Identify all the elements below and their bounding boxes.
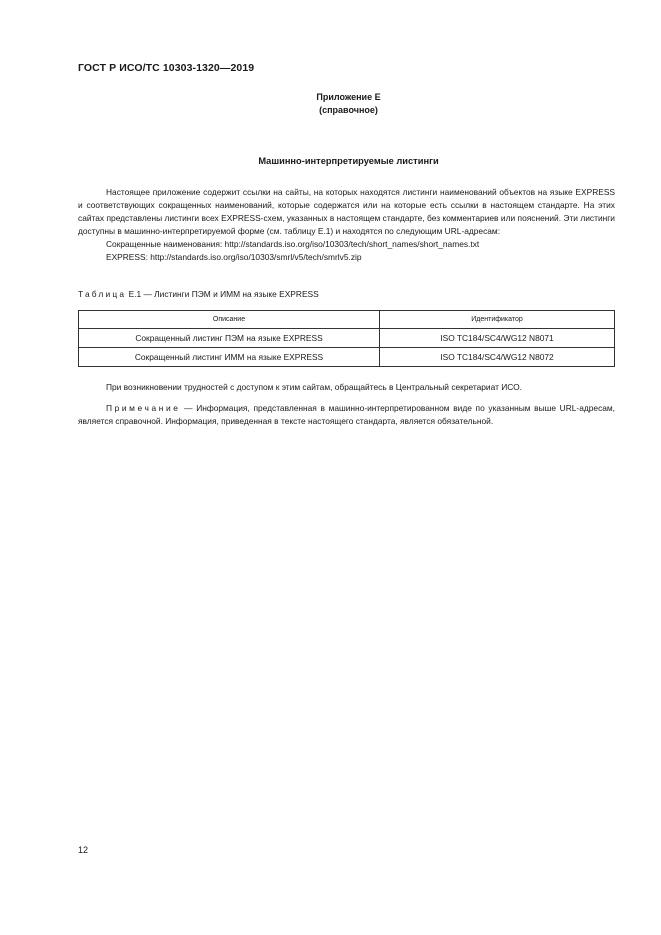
url-express: EXPRESS: http://standards.iso.org/iso/10303/smrl/v5/tech/smrlv5.zip — [106, 252, 362, 262]
section-title: Машинно-интерпретируемые листинги — [258, 156, 439, 166]
column-header-identifier: Идентификатор — [380, 311, 615, 329]
column-header-description: Описание — [79, 311, 380, 329]
table-cell-description: Сокращенный листинг ПЭМ на языке EXPRESS — [79, 329, 380, 348]
table-header-row — [79, 311, 615, 329]
table-caption-label: Таблица — [78, 289, 127, 299]
document-code-header: ГОСТ Р ИСО/ТС 10303-1320—2019 — [78, 62, 255, 74]
appendix-heading — [0, 91, 661, 117]
appendix-subtitle: (справочное) — [319, 105, 378, 115]
listings-table — [78, 310, 615, 367]
intro-paragraph: Настоящее приложение содержит ссылки на сайты, на которых находятся листинги наименований объектов на языке EXPRESS и соответствующих сокращенных наименований, которые содержатся или на которые есть ссылки в настоящем стандарте. На этих сайтах представлены листинги всех EXPRESS-схем, указанных в настоящем стандарте, без комментариев или пояснений. Эти листинги доступны в машинно-интерпретируемой форме (см. таблицу Е.1) и находятся по следующим URL-адресам: — [78, 187, 615, 236]
table-cell-identifier: ISO TC184/SC4/WG12 N8072 — [380, 348, 615, 367]
table-caption — [78, 289, 319, 299]
contact-paragraph: При возникновении трудностей с доступом к этим сайтам, обращайтесь в Центральный секретариат ИСО. — [106, 382, 522, 392]
table-cell-identifier: ISO TC184/SC4/WG12 N8071 — [380, 329, 615, 348]
table-row — [79, 348, 615, 367]
url-short-names: Сокращенные наименования: http://standards.iso.org/iso/10303/tech/short_names/short_names.txt — [106, 239, 480, 249]
note-label: Примечание — [106, 403, 181, 413]
table-row — [79, 329, 615, 348]
table-caption-text: Е.1 — Листинги ПЭМ и ИММ на языке EXPRESS — [128, 289, 319, 299]
table-cell-description: Сокращенный листинг ИММ на языке EXPRESS — [79, 348, 380, 367]
note-text: — Информация, представленная в машинно-интерпретированном виде по указанным выше URL-адресам, является справочной. Информация, приведенная в тексте настоящего стандарта, является обязательной. — [78, 403, 616, 426]
note-paragraph — [78, 402, 615, 428]
intro-block — [78, 186, 615, 264]
appendix-title: Приложение Е — [316, 92, 381, 102]
page-number: 12 — [78, 845, 89, 855]
